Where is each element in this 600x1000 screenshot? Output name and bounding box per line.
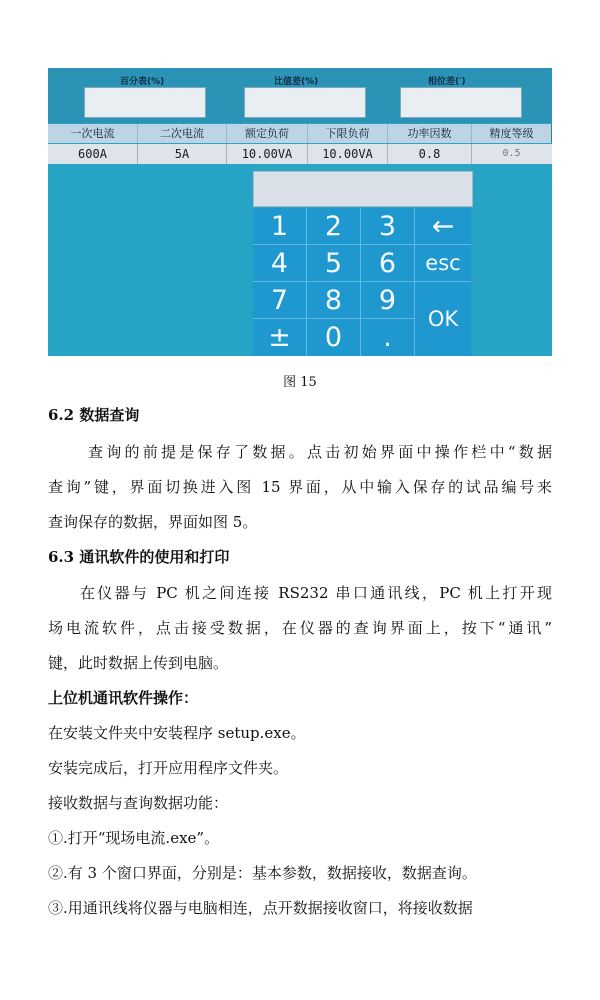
value-power-factor[interactable]: 0.8 [388, 144, 472, 164]
value-rated-load[interactable]: 10.00VA [227, 144, 308, 164]
paragraph-line: 在安装文件夹中安装程序 setup.exe。 [48, 724, 306, 742]
paragraph-line: 接收数据与查询数据功能： [48, 794, 229, 812]
value-lower-load[interactable]: 10.00VA [308, 144, 388, 164]
subheading-host-software: 上位机通讯软件操作： [48, 689, 199, 707]
screen-background-right [471, 164, 552, 356]
key-5[interactable]: 5 [307, 245, 361, 282]
header-lower-load: 下限负荷 [308, 124, 388, 143]
paragraph-line: 键，此时数据上传到电脑。 [48, 654, 229, 672]
paragraph-line: 在仪器与 PC 机之间连接 RS232 串口通讯线，PC 机上打开现 [80, 584, 552, 602]
key-3[interactable]: 3 [361, 208, 415, 245]
header-secondary-current: 二次电流 [138, 124, 227, 143]
meter-label-percent: 百分表(%) [120, 77, 165, 87]
key-esc[interactable]: esc [415, 245, 471, 282]
paragraph-line: 查询的前提是保存了数据。点击初始界面中操作栏中“数据 [88, 443, 552, 461]
key-plus-minus[interactable]: ± [253, 319, 307, 356]
param-table-header [48, 124, 552, 143]
meter-label-phase: 相位差(′) [428, 77, 466, 87]
value-secondary-current[interactable]: 5A [138, 144, 227, 164]
header-power-factor: 功率因数 [388, 124, 472, 143]
meter-label-ratio: 比值差(%) [274, 77, 319, 87]
key-8[interactable]: 8 [307, 282, 361, 319]
key-2[interactable]: 2 [307, 208, 361, 245]
screen-background-left [48, 164, 253, 356]
header-accuracy-class: 精度等级 [472, 124, 551, 143]
value-accuracy-class[interactable]: 0.5 [502, 148, 521, 159]
figure-caption: 图 15 [283, 375, 317, 390]
paragraph-line: 查询”键，界面切换进入图 15 界面，从中输入保存的试品编号来 [48, 478, 552, 496]
list-item: ①.打开“现场电流.exe”。 [48, 829, 220, 847]
key-backspace[interactable]: ← [415, 208, 471, 245]
key-ok[interactable]: OK [427, 307, 459, 331]
param-table-values [48, 144, 552, 164]
header-primary-current: 一次电流 [48, 124, 138, 143]
paragraph-line: 安装完成后，打开应用程序文件夹。 [48, 759, 289, 777]
key-9[interactable]: 9 [361, 282, 415, 319]
key-4[interactable]: 4 [253, 245, 307, 282]
paragraph-line: 场电流软件，点击接受数据，在仪器的查询界面上，按下“通讯” [48, 619, 552, 637]
value-primary-current[interactable]: 600A [48, 144, 138, 164]
section-heading-6-3: 6.3 通讯软件的使用和打印 [48, 548, 230, 566]
list-item: ③.用通讯线将仪器与电脑相连，点开数据接收窗口，将接收数据 [48, 899, 473, 917]
numeric-keypad [253, 208, 471, 356]
meter-box-phase [400, 87, 522, 118]
paragraph-line: 查询保存的数据，界面如图 5。 [48, 513, 258, 531]
meter-box-percent [84, 87, 206, 118]
section-heading-6-2: 6.2 数据查询 [48, 406, 140, 424]
key-1[interactable]: 1 [253, 208, 307, 245]
list-item: ②.有 3 个窗口界面，分别是：基本参数，数据接收，数据查询。 [48, 864, 477, 882]
meter-panel [48, 68, 552, 123]
key-7[interactable]: 7 [253, 282, 307, 319]
meter-box-ratio [244, 87, 366, 118]
keypad-input-display[interactable] [253, 171, 473, 207]
key-6[interactable]: 6 [361, 245, 415, 282]
key-0[interactable]: 0 [307, 319, 361, 356]
key-decimal[interactable]: . [361, 319, 415, 356]
device-screen-photo [48, 68, 552, 356]
header-rated-load: 额定负荷 [227, 124, 308, 143]
